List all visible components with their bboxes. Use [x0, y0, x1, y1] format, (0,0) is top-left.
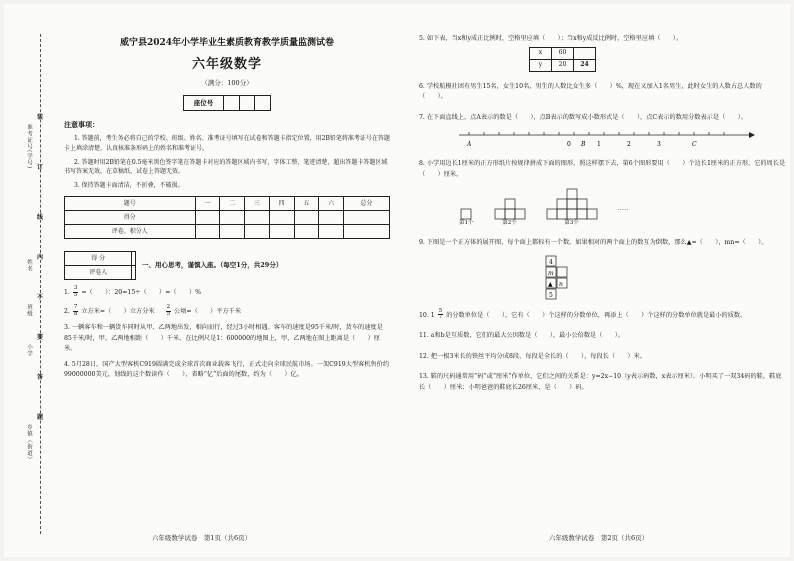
pattern-1-figure: [460, 208, 472, 220]
net-label: 5: [549, 291, 553, 299]
numline-label-2: 2: [627, 141, 631, 149]
pattern-label: 第1个: [459, 220, 474, 227]
seat-cell[interactable]: [255, 96, 270, 110]
page-1-footer: 六年级数学试卷 第1页（共6页）: [151, 533, 252, 542]
seal-char: 内: [37, 254, 44, 261]
numerator: 2: [166, 303, 171, 310]
denominator: 8: [73, 310, 78, 317]
exam-sheet: [4, 4, 790, 557]
pattern-ellipsis: ……: [617, 206, 629, 213]
exam-title: 威宁县2024年小学毕业生素质教育教学质量监测试卷: [119, 38, 335, 48]
question-text: 10. 1: [419, 311, 435, 319]
pattern-label: 第2个: [502, 220, 517, 227]
xy-cell: [574, 47, 596, 59]
score-row-label: 评卷、积分人: [65, 225, 196, 239]
section-score-label: 得 分: [65, 252, 132, 266]
question-6: 6. 学校航模社团有男生15名，女生10名，男生的人数比女生多（ ）%，现在又加入1名男生，此时女生的人数占总人数的（ ）。: [419, 82, 762, 101]
pattern-3: [546, 188, 598, 228]
numline-label-c: C: [692, 141, 697, 149]
seal-char: 装: [37, 114, 44, 121]
question-9: 9. 下图是一个正方体的展开图，每个面上都标有一个数。如果相对的两个面上的数互为倒数，那么▲=（ ），mn=（ ）。: [419, 239, 768, 247]
question-4: 4. 5月28日，国产大型客机C919圆满完成全球首次商业载客飞行，正式走向全球民航市场。一架C919大型客机售价约99000000美元，划线的这个数读作（ ），省略“亿”后面的尾数，约为（ ）亿。: [64, 361, 390, 379]
score-table: [64, 196, 390, 239]
seat-cell[interactable]: [224, 96, 240, 110]
seat-number-box: [183, 95, 271, 111]
question-10: [419, 309, 787, 322]
xy-table: [529, 47, 596, 72]
denominator: 5: [166, 310, 171, 317]
xy-cell: 60: [552, 47, 574, 59]
exam-subtitle: 六年级数学: [191, 57, 262, 73]
pattern-3-figure: [546, 188, 598, 220]
score-cell[interactable]: [269, 225, 294, 239]
seat-label: 座位号: [184, 96, 224, 110]
question-11: 11. a和b是互质数，它们的最大公因数是（ ），最小公倍数是（ ）。: [419, 332, 625, 340]
seat-cell[interactable]: [240, 96, 256, 110]
score-cell[interactable]: [319, 211, 344, 225]
number-line: [419, 125, 787, 151]
score-header: 一: [195, 197, 220, 211]
numerator: 3: [73, 285, 78, 292]
question-8: 8. 小学用边长1厘米的正方形纸片按规律拼成下面的图形，照这样摆下去，第6个图形要用（ ）个边长1厘米的正方形，它的周长是（ ）厘米。: [419, 160, 786, 178]
question-3: 3. 一辆客车和一辆货车同时从甲、乙两地出发，相向而行，经过3小时相遇。客车的速度是95千米/时，货车的速度是85千米/时，甲、乙两地相距（ ）千米。在比例尺是1：600000的地图上，甲、乙两地在图上距离是（ ）厘米。: [64, 324, 383, 352]
seal-char: 答: [37, 374, 44, 381]
question-5: 5. 如下表，当x和y成正比例时，空格里应填（ ）；当x和y成反比例时，空格里应填（ ）。: [419, 35, 683, 42]
pattern-2-figure: [494, 198, 526, 220]
fraction: [438, 309, 444, 322]
pattern-2: [494, 198, 526, 228]
question-text: =（ ）：20=15÷（ ）=（ ）%: [81, 289, 202, 297]
question-2: [64, 305, 390, 318]
score-cell[interactable]: [245, 211, 270, 225]
question-1: [64, 286, 390, 299]
score-cell[interactable]: [132, 252, 136, 266]
notice-item: 1. 答题前，考生务必将自己的学校、班级、姓名、准考证号填写在试卷和答题卡指定位置，用2B铅笔将准考证号在答题卡上填涂清楚，认真核准条形码上的姓名和准考证号。: [64, 135, 390, 153]
seal-char: 要: [37, 334, 44, 341]
score-header: 总分: [343, 197, 389, 211]
numline-label-3: 3: [657, 141, 661, 149]
side-label-name: 姓名: [25, 259, 32, 272]
fraction: [73, 286, 79, 299]
score-cell[interactable]: [195, 225, 220, 239]
question-7: 7. 在下面直线上，点A表示的数是（ ），点B表示的数写成小数形式是（ ），点C表示的数用分数表示是（ ）。: [419, 113, 747, 121]
notice-item: 2. 答题时用2B铅笔在0.5毫米黑色签字笔在答题卡对应的答题区域内书写，字体工整、笔迹清楚，超出答题卡答题区域书写答案无效，在草稿纸、试卷上答题无效。: [64, 158, 388, 176]
xy-cell: x: [530, 47, 552, 59]
numline-label-0: 0: [567, 141, 571, 149]
question-text: 的分数单位是（ ），它有（ ）个这样的分数单位，再添上（ ）个这样的分数单位就是最小的质数。: [446, 311, 747, 319]
pattern-label: 第3个: [564, 220, 579, 227]
side-label-school: 小学: [25, 344, 32, 357]
score-header: 四: [269, 197, 294, 211]
pattern-1: [459, 208, 474, 228]
section-1-title: 一、用心思考，谨慎入座。（每空1分，共29分）: [142, 261, 283, 270]
question-text: 公顷=（ ）平方千米: [174, 307, 242, 315]
fraction: [73, 305, 79, 318]
score-cell[interactable]: [220, 211, 245, 225]
seal-char: 不: [37, 294, 44, 301]
denominator: 7: [438, 314, 443, 321]
score-cell[interactable]: [269, 211, 294, 225]
page-1-content: [64, 34, 390, 381]
side-label-class: 班级: [25, 304, 32, 317]
score-cell[interactable]: [245, 225, 270, 239]
notice-item: 3. 保持答题卡面清洁，不折叠，不破损。: [74, 181, 184, 189]
numline-label-1: 1: [597, 141, 601, 149]
net-label: n: [559, 280, 563, 288]
score-cell[interactable]: [343, 211, 389, 225]
fraction: [166, 305, 172, 318]
score-cell[interactable]: [319, 225, 344, 239]
score-header: 六: [319, 197, 344, 211]
square-pattern: [459, 188, 787, 228]
seal-char: 题: [37, 414, 44, 421]
score-header: 题号: [65, 197, 196, 211]
score-cell[interactable]: [195, 211, 220, 225]
numerator: 7: [73, 303, 78, 310]
seal-char: 线: [37, 214, 44, 221]
score-header: 三: [245, 197, 270, 211]
seal-char: 订: [37, 164, 44, 171]
page-1: [4, 4, 399, 557]
score-header: 二: [220, 197, 245, 211]
question-text: 立方米=（ ）立方分米: [81, 307, 155, 315]
score-cell[interactable]: [294, 211, 319, 225]
question-number: 2.: [64, 307, 70, 315]
score-header: 五: [294, 197, 319, 211]
section-grader-label: 评卷人: [65, 266, 132, 280]
cube-net: [545, 255, 585, 301]
xy-cell: 20: [552, 59, 574, 71]
notice-title: 注意事项：: [64, 120, 99, 130]
net-label: 4: [549, 258, 553, 266]
xy-cell: 24: [574, 59, 596, 71]
score-cell[interactable]: [220, 225, 245, 239]
question-13: 13. 鞋的尺码通常用“码”或“厘米”作单位，它们之间的关系是：y=2x−10（y表示码数，x表示厘米）。小明买了一双34码的鞋，鞋底长（ ）厘米；小明爸爸的鞋底长26厘米，是（ ）码。: [419, 373, 782, 391]
binding-line: [40, 34, 44, 534]
score-cell[interactable]: [294, 225, 319, 239]
score-cell[interactable]: [343, 225, 389, 239]
page-2-content: [419, 34, 787, 393]
numline-label-b: B: [581, 141, 586, 149]
score-row-label: 得分: [65, 211, 196, 225]
page-2-footer: 六年级数学试卷 第2页（共6页）: [548, 533, 649, 542]
section-1-header: [64, 251, 390, 280]
full-score: （满分：100分）: [201, 78, 253, 87]
numline-label-a: A: [467, 141, 472, 149]
side-label-town: 乡镇（街道）: [25, 424, 32, 463]
section-score-box: [64, 251, 136, 280]
xy-cell: y: [530, 59, 552, 71]
question-12: 12. 把一根3米长的铁丝平均分成8段，每段是全长的（ ），每段长（ ）米。: [419, 352, 646, 360]
net-label: m: [548, 269, 554, 277]
numerator: 5: [438, 307, 443, 314]
denominator: 5: [73, 292, 78, 299]
page-2: [407, 4, 790, 557]
net-label: ▲: [548, 280, 553, 288]
side-label-id: 准考证号(学号): [25, 124, 32, 170]
question-number: 1.: [64, 289, 70, 297]
score-cell[interactable]: [132, 266, 136, 280]
